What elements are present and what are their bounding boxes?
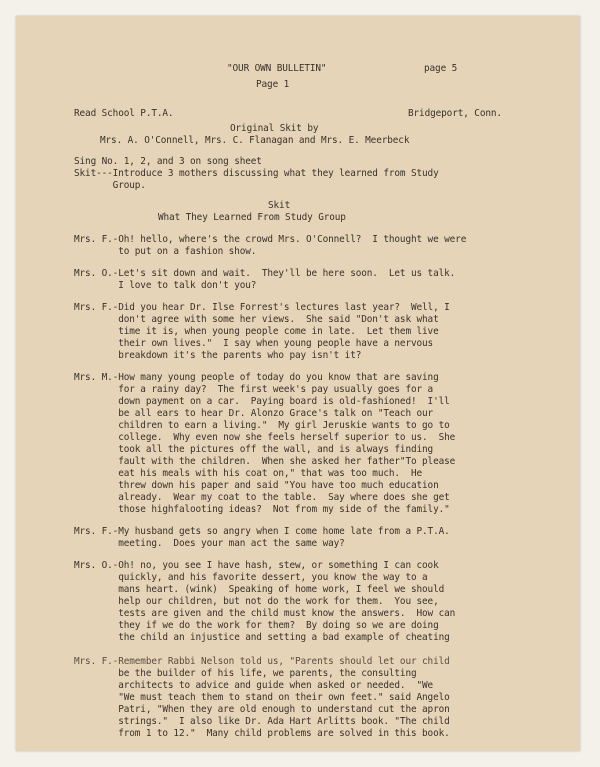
- dialogue-line: quickly, and his favorite dessert, you know the way to a: [74, 572, 428, 583]
- dialogue-line: help our children, but not do the work for them. You see,: [74, 596, 439, 607]
- dialogue-line: Mrs. F.-Did you hear Dr. Ilse Forrest's lectures last year? Well, I: [74, 302, 450, 313]
- dialogue-line: architects to advice and guide when asked or needed. "We: [74, 680, 434, 691]
- dialogue-line: from 1 to 12." Many child problems are solved in this book.: [74, 728, 450, 739]
- intro-line: Skit---Introduce 3 mothers discussing what they learned from Study: [74, 168, 439, 179]
- page-number: page 5: [424, 63, 458, 74]
- dialogue-line: those highfalooting ideas? Not from my side of the family.": [74, 504, 450, 515]
- dialogue-line: took all the pictures off the wall, and is always finding: [74, 444, 434, 455]
- skit-subtitle: What They Learned From Study Group: [158, 212, 346, 223]
- bulletin-title: "OUR OWN BULLETIN": [227, 63, 327, 74]
- dialogue-line: Mrs. F.-Remember Rabbi Nelson told us, "Parents should let our child: [74, 656, 450, 667]
- document-page: [16, 16, 580, 751]
- credits-heading: Original Skit by: [230, 123, 319, 134]
- dialogue-line: their own lives." I say when young people have a nervous: [74, 338, 434, 349]
- dialogue-line: threw down his paper and said "You have too much education: [74, 480, 439, 491]
- dialogue-line: time it is, when young people come in late. Let them live: [74, 326, 439, 337]
- dialogue-line: children to earn a living." My girl Jeruskie wants to go to: [74, 420, 450, 431]
- location: Bridgeport, Conn.: [408, 108, 502, 119]
- dialogue-line: eat his meals with his coat on," that was too much. He: [74, 468, 423, 479]
- dialogue-line: breakdown it's the parents who pay isn't it?: [74, 350, 362, 361]
- school-name: Read School P.T.A.: [74, 108, 174, 119]
- dialogue-line: the child an injustice and setting a bad example of cheating: [74, 632, 450, 643]
- dialogue-line: tests are given and the child must know the answers. How can: [74, 608, 456, 619]
- dialogue-line: they if we do the work for them? By doing so we are doing: [74, 620, 439, 631]
- dialogue-line: I love to talk don't you?: [74, 280, 257, 291]
- dialogue-line: "We must teach them to stand on their own feet." said Angelo: [74, 692, 450, 703]
- dialogue-line: already. Wear my coat to the table. Say where does she get: [74, 492, 450, 503]
- credits-authors: Mrs. A. O'Connell, Mrs. C. Flanagan and Mrs. E. Meerbeck: [100, 135, 410, 146]
- dialogue-line: be all ears to hear Dr. Alonzo Grace's talk on "Teach our: [74, 408, 434, 419]
- dialogue-line: Mrs. O.-Let's sit down and wait. They'll be here soon. Let us talk.: [74, 268, 456, 279]
- dialogue-line: meeting. Does your man act the same way?: [74, 538, 345, 549]
- dialogue-line: down payment on a car. Paying board is old-fashioned! I'll: [74, 396, 450, 407]
- dialogue-line: don't agree with some her views. She said "Don't ask what: [74, 314, 439, 325]
- dialogue-line: for a rainy day? The first week's pay usually goes for a: [74, 384, 434, 395]
- dialogue-line: strings." I also like Dr. Ada Hart Arlitts book. "The child: [74, 716, 450, 727]
- sub-page-label: Page 1: [256, 79, 290, 90]
- dialogue-line: be the builder of his life, we parents, the consulting: [74, 668, 417, 679]
- dialogue-line: to put on a fashion show.: [74, 246, 257, 257]
- skit-heading: Skit: [268, 200, 291, 211]
- dialogue-line: college. Why even now she feels herself superior to us. She: [74, 432, 456, 443]
- intro-line: Sing No. 1, 2, and 3 on song sheet: [74, 156, 262, 167]
- dialogue-line: Mrs. F.-Oh! hello, where's the crowd Mrs. O'Connell? I thought we were: [74, 234, 467, 245]
- dialogue-line: Mrs. M.-How many young people of today do you know that are saving: [74, 372, 439, 383]
- dialogue-line: fault with the children. When she asked her father"To please: [74, 456, 456, 467]
- dialogue-line: Patri, "When they are old enough to understand cut the apron: [74, 704, 450, 715]
- dialogue-line: Mrs. O.-Oh! no, you see I have hash, stew, or something I can cook: [74, 560, 439, 571]
- dialogue-line: mans heart. (wink) Speaking of home work, I feel we should: [74, 584, 445, 595]
- intro-line: Group.: [74, 180, 146, 191]
- dialogue-line: Mrs. F.-My husband gets so angry when I come home late from a P.T.A.: [74, 526, 450, 537]
